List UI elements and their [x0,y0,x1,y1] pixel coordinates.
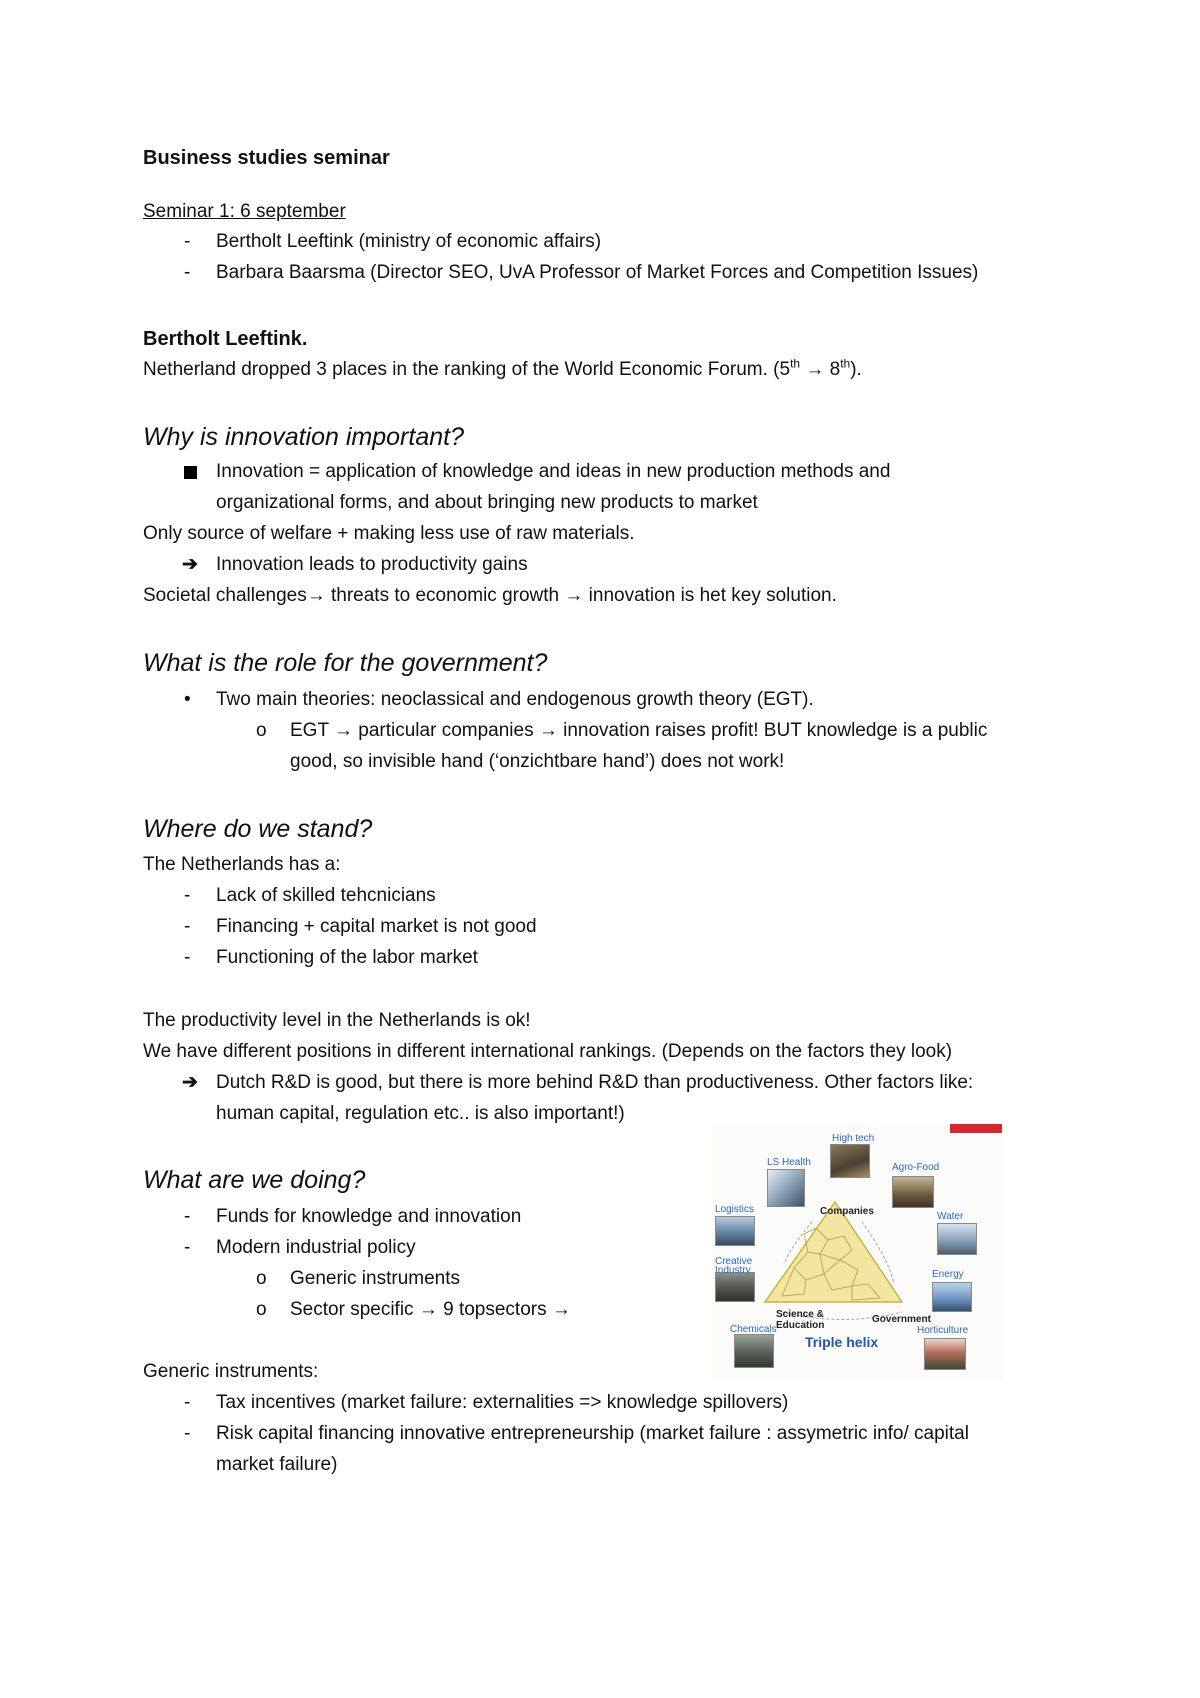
egt-text: EGT → particular companies → innovation raises profit! BUT knowledge is a public [290,720,988,741]
triple-helix-figure [712,1124,1002,1381]
definition-text: organizational forms, and about bringing new products to market [216,492,758,513]
label-agro-food: Agro-Food [892,1162,940,1173]
generic-item: market failure) [216,1454,338,1475]
circle-bullet-icon: o [256,720,267,741]
doing-subitem: Generic instruments [290,1268,461,1289]
circle-bullet-icon: o [256,1268,267,1289]
energy-photo [932,1282,972,1312]
dash-marker: - [184,1237,191,1258]
superscript: th [840,356,851,371]
label-energy: Energy [932,1269,964,1280]
dash-marker: - [184,1392,191,1413]
dash-marker: - [184,947,191,968]
dash-marker: - [184,916,191,937]
superscript: th [790,356,801,371]
label-water: Water [937,1211,964,1222]
challenges-text: Societal challenges→ threats to economic growth → innovation is het key solution. [143,585,837,606]
chemicals-photo [734,1334,774,1368]
label-triple-helix: Triple helix [805,1334,879,1350]
stand-intro: The Netherlands has a: [143,854,341,875]
egt-text: good, so invisible hand (‘onzichtbare hand’) does not work! [290,751,785,772]
label-government: Government [872,1314,931,1325]
label-high-tech: High tech [832,1133,875,1144]
gains-text: Innovation leads to productivity gains [216,554,528,575]
high-tech-photo [830,1144,870,1178]
section-heading-doing: What are we doing? [143,1166,366,1194]
label-education: Education [776,1320,825,1331]
definition-text: Innovation = application of knowledge and ideas in new production methods and [216,461,891,482]
seminar-heading: Seminar 1: 6 september [143,201,346,222]
dash-marker: - [184,262,191,283]
square-bullet-icon [184,466,197,479]
arrow-icon: ➔ [182,1072,198,1093]
circle-bullet-icon: o [256,1299,267,1320]
productivity-text: The productivity level in the Netherlands is ok! [143,1010,531,1031]
section-heading-role: What is the role for the government? [143,649,548,677]
ranking-text: Netherland dropped 3 places in the ranking of the World Economic Forum. (5 [143,359,791,380]
label-industry: Industry [715,1265,751,1276]
dash-marker: - [184,231,191,252]
welfare-text: Only source of welfare + making less use of raw materials. [143,523,635,544]
stand-item: Financing + capital market is not good [216,916,537,937]
bullet-icon: • [184,689,191,710]
generic-item: Tax incentives (market failure: externalities => knowledge spillovers) [216,1392,789,1413]
label-chemicals: Chemicals [730,1324,777,1335]
arrow-icon: ➔ [182,554,198,575]
dutch-text: human capital, regulation etc.. is also important!) [216,1103,625,1124]
dash-marker: - [184,1206,191,1227]
dash-marker: - [184,885,191,906]
ranking-text: → 8 [800,359,841,380]
stand-item: Functioning of the labor market [216,947,478,968]
label-companies: Companies [820,1206,874,1217]
ranking-line [143,358,862,382]
agro-food-photo [892,1176,934,1208]
dash-marker: - [184,1423,191,1444]
section-heading-stand: Where do we stand? [143,815,373,843]
water-photo [937,1223,977,1255]
generic-item: Risk capital financing innovative entrepreneurship (market failure : assymetric info/ capital [216,1423,969,1444]
creative-photo [715,1272,755,1302]
theories-text: Two main theories: neoclassical and endogenous growth theory (EGT). [216,689,814,710]
doing-item: Modern industrial policy [216,1237,416,1258]
document-title: Business studies seminar [143,147,390,169]
label-ls-health: LS Health [767,1157,811,1168]
horticulture-photo [924,1338,966,1370]
logistics-photo [715,1216,755,1246]
health-photo [767,1169,805,1207]
label-creative: Creative [715,1256,753,1267]
rankings-text: We have different positions in different international rankings. (Depends on the factors they look) [143,1041,953,1062]
ranking-text: ). [850,359,862,380]
section-heading-why: Why is innovation important? [143,423,464,451]
dutch-text: Dutch R&D is good, but there is more behind R&D than productiveness. Other factors like: [216,1072,974,1093]
label-science: Science & [776,1309,824,1320]
label-logistics: Logistics [715,1204,754,1215]
doing-item: Funds for knowledge and innovation [216,1206,522,1227]
generic-heading: Generic instruments: [143,1361,319,1382]
doing-subitem: Sector specific → 9 topsectors → [290,1299,571,1320]
section-heading-speaker: Bertholt Leeftink. [143,328,308,350]
speaker-item: Bertholt Leeftink (ministry of economic affairs) [216,231,602,252]
label-horticulture: Horticulture [917,1325,969,1336]
stand-item: Lack of skilled tehcnicians [216,885,436,906]
speaker-item: Barbara Baarsma (Director SEO, UvA Professor of Market Forces and Competition Issues) [216,262,979,283]
